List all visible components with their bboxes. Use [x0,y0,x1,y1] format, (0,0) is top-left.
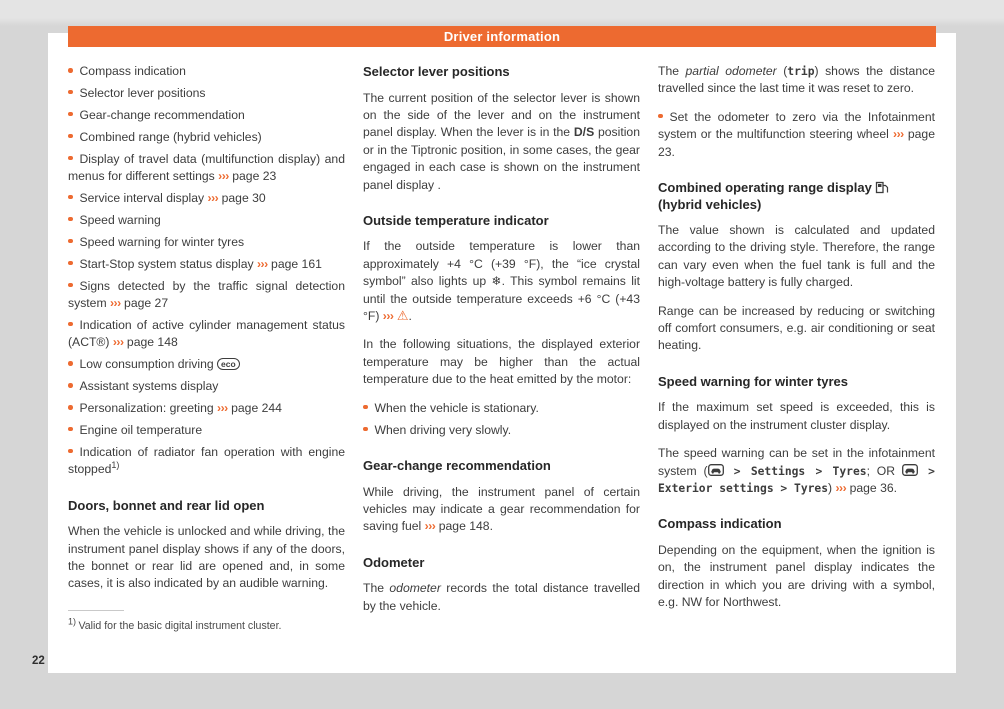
footnote-divider [68,610,124,611]
paragraph [658,303,935,355]
text-segment: position or in the Tiptronic position, in some cases, the gear engaged in each case is shown on the instrument panel display . [363,125,640,192]
text-segment: D/S [573,125,595,140]
text-segment: ; OR [866,463,902,478]
text-segment: ››› [424,519,436,534]
left-column [68,63,345,633]
list-item [68,212,345,229]
text-segment: Speed warning [79,212,161,227]
bullet-icon [68,112,73,117]
text-segment: Outside temperature indicator [363,212,549,228]
text-segment: The current position of the selector lever is shown on the side of the lever and on the instrument panel display. When the lever is in the [363,90,640,140]
text-segment: Compass indication [658,516,782,532]
list-item [68,256,345,273]
text-segment: page 148 [123,335,178,350]
text-segment: Assistant systems display [79,379,219,394]
list-item [68,444,345,479]
text-segment: (hybrid vehicles) [658,196,762,212]
text-segment: Indication of active cylinder management status (ACT®) [68,317,345,350]
right-column [658,63,935,633]
text-segment: Start-Stop system status display [79,256,257,271]
text-segment: page 30 [218,190,266,205]
text-segment: Display of travel data (multifunction display) and menus for different settings [68,151,345,184]
list-item [68,356,345,373]
bullet-icon [68,383,73,388]
text-segment: page 244 [227,401,282,415]
text-segment: . This symbol remains lit until the outside temperature exceeds +6 °C (+43 °F) [363,274,640,324]
page-title: Driver information [443,29,561,44]
section-heading [658,180,935,213]
text-segment: Speed warning for winter tyres [658,373,848,389]
section-heading [68,498,345,515]
text-segment: Combined range (hybrid vehicles) [79,129,262,144]
list-item [68,107,345,124]
bullet-icon [68,449,73,454]
list-item [68,317,345,352]
text-segment: Set the odometer to zero via the Infotainment system or the multifunction steering wheel [658,109,935,142]
eco-icon: eco [217,358,240,370]
text-segment: When the vehicle is stationary. [374,400,539,415]
fuel-pump-hybrid-icon [875,181,889,194]
text-segment: ››› [218,169,229,184]
text-segment: records the total distance travelled by the vehicle. [363,581,640,613]
section-heading [658,374,935,391]
text-segment: Engine oil temperature [79,422,203,437]
list-item [68,278,345,313]
paragraph [363,580,640,615]
text-segment: odometer [389,581,441,596]
bullet-icon [68,405,73,410]
text-segment: page 27 [120,295,169,310]
list-item [658,109,935,161]
text-segment: 1) [68,616,79,627]
bullet-icon [68,322,73,327]
text-segment: The [363,581,390,596]
text-segment: Personalization: greeting [79,401,218,415]
paragraph [363,336,640,388]
text-segment: Odometer [363,554,425,570]
paragraph [658,63,935,98]
text-segment: page 23 [228,169,277,184]
list-item [68,63,345,80]
text-segment: While driving, the instrument panel of certain vehicles may indicate a gear recommendation for saving fuel [363,484,640,534]
car-menu-button-icon [708,464,724,476]
bullet-icon [68,134,73,139]
paragraph [363,238,640,325]
text-segment: ››› [835,481,847,495]
text-segment: page 36. [846,481,898,495]
paragraph [363,90,640,194]
bullet-icon [68,90,73,95]
text-segment: Compass indication [79,64,186,78]
manual-page [48,29,956,673]
content-columns [68,63,936,633]
paragraph [68,523,345,593]
list-item [68,85,345,102]
text-segment: If the maximum set speed is exceeded, this is displayed on the instrument cluster display. [658,400,935,432]
list-item [363,422,640,439]
text-segment: When the vehicle is unlocked and while driving, the instrument panel display shows if any of the doors, the bonnet or rear lid are opened and, in some cases, it is also indicated by an audible warning. [68,524,345,591]
text-segment: Gear-change recommendation [363,458,551,473]
text-segment: The speed warning can be set in the infotainment system ( [658,446,935,478]
text-segment: Range can be increased by reducing or switching off comfort consumers, e.g. air conditioning or seat heating. [658,303,935,353]
text-segment: partial odometer [685,64,777,78]
paragraph [363,484,640,536]
bullet-icon [363,427,368,432]
list-item [68,422,345,439]
bullet-icon [68,283,73,288]
bullet-icon [363,405,368,410]
text-segment: Service interval display [79,190,208,205]
bullet-icon [68,217,73,222]
section-heading [363,555,640,572]
section-heading [658,516,935,533]
text-segment: The value shown is calculated and updated according to the driving style. Therefore, the range can vary even when the fuel tank is full and the high-voltage battery is fully charged. [658,223,935,290]
bullet-icon [68,68,73,73]
text-segment: ››› [207,190,219,205]
paragraph [658,222,935,292]
text-segment: Valid for the basic digital instrument cluster. [78,619,282,632]
text-segment: ››› [112,335,124,350]
text-segment: trip [787,65,815,78]
text-segment: Speed warning for winter tyres [79,234,245,249]
text-segment: ) [828,481,836,495]
list-item [68,400,345,417]
list-item [68,129,345,146]
text-segment: Combined operating range display [658,180,876,196]
snowflake-icon: ❄ [491,274,502,289]
text-segment: ) shows the distance travelled since the last time it was reset to zero. [658,64,935,96]
text-segment: ››› [382,309,394,324]
text-segment: ››› [256,256,268,271]
bullet-icon [68,361,73,366]
text-segment: Gear-change recommendation [79,107,245,122]
text-segment: Selector lever positions [79,85,206,100]
footnote [68,616,345,633]
car-menu-button-icon [902,464,918,476]
text-segment: Selector lever positions [363,64,510,79]
bullet-icon [68,195,73,200]
section-heading [363,64,640,81]
bullet-icon [68,156,73,161]
middle-column [363,63,640,633]
text-segment: Indication of radiator fan operation with engine stopped [68,444,345,477]
section-heading [363,458,640,475]
text-segment: > Exterior settings > Tyres [658,464,935,495]
section-heading [363,213,640,230]
list-item [363,400,640,417]
bullet-icon [68,427,73,432]
text-segment: . [408,309,412,324]
text-segment: Doors, bonnet and rear lid open [68,497,265,513]
text-segment: In the following situations, the displayed exterior temperature may be higher than the actual temperature due to the heat emitted by the motor: [363,337,640,387]
text-segment: If the outside temperature is lower than approximately +4 °C (+39 °F), the “ice crystal symbol” also lights up [363,239,640,289]
text-segment: Signs detected by the traffic signal detection system [68,278,345,310]
bullet-icon [68,239,73,244]
text-segment: page 148. [435,519,493,534]
text-segment: ( [776,64,788,78]
page-number: 22 [32,655,45,667]
bullet-icon [658,114,663,119]
bullet-icon [68,261,73,266]
text-segment: ››› [893,127,904,142]
text-segment: > Settings > Tyres [723,464,867,478]
text-segment: ››› [217,401,228,415]
paragraph [658,445,935,497]
paragraph [658,542,935,612]
text-segment: ››› [109,295,121,310]
text-segment: page 23. [658,127,935,159]
list-item [68,378,345,395]
text-segment: Depending on the equipment, when the ignition is on, the instrument panel display indicates the direction in which you are driving with a symbol, e.g. NW for Northwest. [658,542,935,610]
text-segment: Low consumption driving [79,357,218,372]
list-item [68,234,345,251]
warning-triangle-icon: ⚠ [396,309,409,325]
text-segment: When driving very slowly. [374,422,512,437]
text-segment: 1) [111,460,120,471]
text-segment: page 161 [267,256,322,271]
text-segment: The [658,64,686,78]
list-item [68,190,345,207]
paragraph [658,399,935,434]
list-item [68,151,345,186]
page-header-bar [68,26,936,47]
